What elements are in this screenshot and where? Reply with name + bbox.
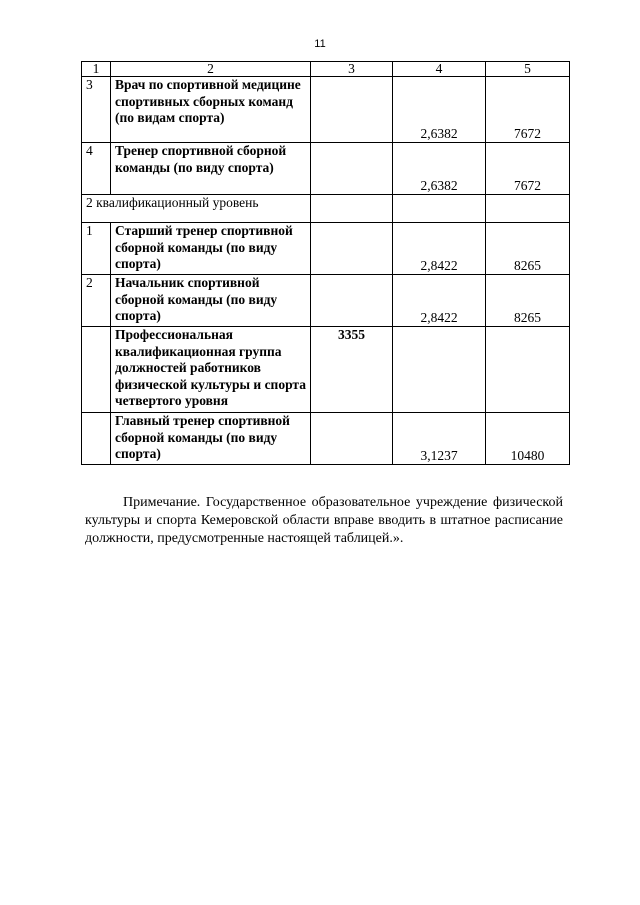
coefficient: 2,6382: [393, 77, 486, 143]
empty-cell: [311, 195, 393, 223]
row-number: 2: [82, 275, 111, 327]
salary: 8265: [486, 223, 570, 275]
group-code: 3355: [311, 327, 393, 413]
table-row-level: [82, 195, 570, 223]
salary: 7672: [486, 77, 570, 143]
table-row: [82, 143, 570, 195]
table-note: Примечание. Государственное образовательное учреждение физической культуры и спорта Кемеровской области вправе вводить в штатное расписание должности, предусмотренные настоящей таблицей.».: [85, 495, 563, 546]
qualification-level: 2 квалификационный уровень: [82, 195, 311, 223]
position-name: Старший тренер спортивной сборной команды (по виду спорта): [111, 223, 311, 275]
coefficient: [393, 327, 486, 413]
header-cell: 4: [393, 62, 486, 77]
header-cell: 1: [82, 62, 111, 77]
row-number: 3: [82, 77, 111, 143]
position-name: Начальник спортивной сборной команды (по виду спорта): [111, 275, 311, 327]
salary: 10480: [486, 413, 570, 465]
position-name: Тренер спортивной сборной команды (по виду спорта): [111, 143, 311, 195]
row-number: [82, 327, 111, 413]
group-name: Профессиональная квалификационная группа должностей работников физической культуры и спорта четвертого уровня: [111, 327, 311, 413]
group-code: [311, 223, 393, 275]
empty-cell: [393, 195, 486, 223]
coefficient: 2,8422: [393, 275, 486, 327]
table-header-row: [82, 62, 570, 77]
header-cell: 5: [486, 62, 570, 77]
page-number: 11: [314, 38, 326, 50]
group-code: [311, 275, 393, 327]
header-cell: 3: [311, 62, 393, 77]
row-number: 4: [82, 143, 111, 195]
salary: 8265: [486, 275, 570, 327]
group-code: [311, 413, 393, 465]
table-row: [82, 77, 570, 143]
header-cell: 2: [111, 62, 311, 77]
salary: 7672: [486, 143, 570, 195]
coefficient: 2,8422: [393, 223, 486, 275]
position-name: Врач по спортивной медицине спортивных сборных команд (по видам спорта): [111, 77, 311, 143]
table-row: [82, 223, 570, 275]
coefficient: 3,1237: [393, 413, 486, 465]
salary: [486, 327, 570, 413]
group-code: [311, 77, 393, 143]
empty-cell: [486, 195, 570, 223]
table-row: [82, 275, 570, 327]
table-row: [82, 413, 570, 465]
data-table: [81, 61, 570, 465]
group-code: [311, 143, 393, 195]
table-row-group: [82, 327, 570, 413]
row-number: [82, 413, 111, 465]
position-name: Главный тренер спортивной сборной команды (по виду спорта): [111, 413, 311, 465]
row-number: 1: [82, 223, 111, 275]
coefficient: 2,6382: [393, 143, 486, 195]
